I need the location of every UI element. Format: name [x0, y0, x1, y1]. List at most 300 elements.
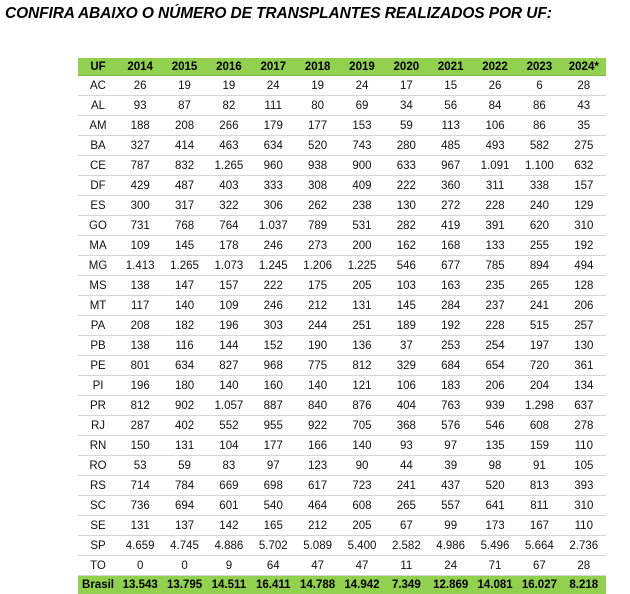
- total-value-cell: 14.511: [207, 576, 251, 594]
- uf-cell: RJ: [78, 416, 118, 436]
- value-cell: 179: [251, 116, 295, 136]
- value-cell: 287: [118, 416, 162, 436]
- value-cell: 98: [473, 456, 517, 476]
- value-cell: 39: [429, 456, 473, 476]
- value-cell: 736: [118, 496, 162, 516]
- value-cell: 147: [162, 276, 206, 296]
- value-cell: 520: [295, 136, 339, 156]
- uf-cell: AM: [78, 116, 118, 136]
- value-cell: 811: [517, 496, 561, 516]
- table-row: [78, 416, 606, 436]
- value-cell: 4.886: [207, 536, 251, 556]
- value-cell: 121: [340, 376, 384, 396]
- value-cell: 310: [562, 496, 606, 516]
- value-cell: 902: [162, 396, 206, 416]
- value-cell: 97: [429, 436, 473, 456]
- value-cell: 9: [207, 556, 251, 576]
- value-cell: 546: [384, 256, 428, 276]
- value-cell: 140: [295, 376, 339, 396]
- column-header-year: 2024*: [562, 58, 606, 76]
- total-value-cell: 14.081: [473, 576, 517, 594]
- value-cell: 322: [207, 196, 251, 216]
- value-cell: 333: [251, 176, 295, 196]
- table-body: [78, 76, 606, 576]
- column-header-year: 2022: [473, 58, 517, 76]
- value-cell: 419: [429, 216, 473, 236]
- value-cell: 222: [251, 276, 295, 296]
- uf-cell: TO: [78, 556, 118, 576]
- value-cell: 520: [473, 476, 517, 496]
- value-cell: 84: [473, 96, 517, 116]
- value-cell: 206: [562, 296, 606, 316]
- value-cell: 91: [517, 456, 561, 476]
- uf-cell: RO: [78, 456, 118, 476]
- value-cell: 165: [251, 516, 295, 536]
- uf-cell: SE: [78, 516, 118, 536]
- value-cell: 391: [473, 216, 517, 236]
- value-cell: 43: [562, 96, 606, 116]
- value-cell: 135: [473, 436, 517, 456]
- value-cell: 159: [517, 436, 561, 456]
- value-cell: 110: [562, 436, 606, 456]
- value-cell: 632: [562, 156, 606, 176]
- value-cell: 93: [384, 436, 428, 456]
- value-cell: 106: [384, 376, 428, 396]
- value-cell: 812: [118, 396, 162, 416]
- value-cell: 414: [162, 136, 206, 156]
- value-cell: 11: [384, 556, 428, 576]
- value-cell: 262: [295, 196, 339, 216]
- table-row: [78, 496, 606, 516]
- value-cell: 743: [340, 136, 384, 156]
- value-cell: 731: [118, 216, 162, 236]
- total-value-cell: 16.411: [251, 576, 295, 594]
- uf-cell: ES: [78, 196, 118, 216]
- column-header-year: 2020: [384, 58, 428, 76]
- value-cell: 157: [562, 176, 606, 196]
- value-cell: 200: [340, 236, 384, 256]
- value-cell: 86: [517, 96, 561, 116]
- value-cell: 205: [340, 276, 384, 296]
- value-cell: 540: [251, 496, 295, 516]
- value-cell: 310: [562, 216, 606, 236]
- value-cell: 167: [517, 516, 561, 536]
- value-cell: 812: [340, 356, 384, 376]
- uf-cell: PB: [78, 336, 118, 356]
- value-cell: 83: [207, 456, 251, 476]
- value-cell: 140: [340, 436, 384, 456]
- value-cell: 59: [384, 116, 428, 136]
- column-header-year: 2019: [340, 58, 384, 76]
- uf-cell: RS: [78, 476, 118, 496]
- value-cell: 64: [251, 556, 295, 576]
- value-cell: 142: [207, 516, 251, 536]
- value-cell: 152: [251, 336, 295, 356]
- value-cell: 698: [251, 476, 295, 496]
- value-cell: 190: [295, 336, 339, 356]
- value-cell: 246: [251, 236, 295, 256]
- value-cell: 5.702: [251, 536, 295, 556]
- table-row: [78, 96, 606, 116]
- value-cell: 1.225: [340, 256, 384, 276]
- total-value-cell: 16.027: [517, 576, 561, 594]
- value-cell: 189: [384, 316, 428, 336]
- value-cell: 188: [118, 116, 162, 136]
- value-cell: 582: [517, 136, 561, 156]
- value-cell: 1.265: [162, 256, 206, 276]
- value-cell: 69: [340, 96, 384, 116]
- value-cell: 641: [473, 496, 517, 516]
- value-cell: 763: [429, 396, 473, 416]
- value-cell: 1.057: [207, 396, 251, 416]
- value-cell: 47: [340, 556, 384, 576]
- value-cell: 813: [517, 476, 561, 496]
- value-cell: 714: [118, 476, 162, 496]
- value-cell: 5.400: [340, 536, 384, 556]
- value-cell: 110: [562, 516, 606, 536]
- value-cell: 178: [207, 236, 251, 256]
- total-value-cell: 13.543: [118, 576, 162, 594]
- value-cell: 206: [473, 376, 517, 396]
- value-cell: 900: [340, 156, 384, 176]
- uf-cell: CE: [78, 156, 118, 176]
- value-cell: 131: [340, 296, 384, 316]
- value-cell: 1.073: [207, 256, 251, 276]
- value-cell: 705: [340, 416, 384, 436]
- value-cell: 24: [340, 76, 384, 96]
- value-cell: 960: [251, 156, 295, 176]
- value-cell: 19: [295, 76, 339, 96]
- value-cell: 254: [473, 336, 517, 356]
- table-row: [78, 456, 606, 476]
- uf-cell: BA: [78, 136, 118, 156]
- value-cell: 28: [562, 556, 606, 576]
- value-cell: 463: [207, 136, 251, 156]
- value-cell: 785: [473, 256, 517, 276]
- value-cell: 111: [251, 96, 295, 116]
- uf-cell: PA: [78, 316, 118, 336]
- value-cell: 145: [384, 296, 428, 316]
- value-cell: 637: [562, 396, 606, 416]
- value-cell: 546: [473, 416, 517, 436]
- total-value-cell: 13.795: [162, 576, 206, 594]
- value-cell: 136: [340, 336, 384, 356]
- uf-cell: DF: [78, 176, 118, 196]
- value-cell: 24: [251, 76, 295, 96]
- value-cell: 677: [429, 256, 473, 276]
- value-cell: 669: [207, 476, 251, 496]
- value-cell: 140: [207, 376, 251, 396]
- table-row: [78, 196, 606, 216]
- table-row: [78, 376, 606, 396]
- value-cell: 4.745: [162, 536, 206, 556]
- value-cell: 235: [473, 276, 517, 296]
- total-label-cell: Brasil: [78, 576, 118, 594]
- value-cell: 19: [162, 76, 206, 96]
- value-cell: 801: [118, 356, 162, 376]
- uf-cell: PR: [78, 396, 118, 416]
- value-cell: 1.206: [295, 256, 339, 276]
- value-cell: 515: [517, 316, 561, 336]
- value-cell: 104: [207, 436, 251, 456]
- uf-cell: PE: [78, 356, 118, 376]
- value-cell: 134: [562, 376, 606, 396]
- value-cell: 531: [340, 216, 384, 236]
- value-cell: 832: [162, 156, 206, 176]
- value-cell: 300: [118, 196, 162, 216]
- uf-cell: GO: [78, 216, 118, 236]
- value-cell: 28: [562, 76, 606, 96]
- value-cell: 4.659: [118, 536, 162, 556]
- value-cell: 485: [429, 136, 473, 156]
- total-value-cell: 14.788: [295, 576, 339, 594]
- value-cell: 1.265: [207, 156, 251, 176]
- table-row: [78, 116, 606, 136]
- value-cell: 789: [295, 216, 339, 236]
- value-cell: 130: [562, 336, 606, 356]
- value-cell: 876: [340, 396, 384, 416]
- uf-cell: AL: [78, 96, 118, 116]
- value-cell: 241: [384, 476, 428, 496]
- value-cell: 196: [207, 316, 251, 336]
- value-cell: 103: [384, 276, 428, 296]
- value-cell: 5.089: [295, 536, 339, 556]
- value-cell: 130: [384, 196, 428, 216]
- value-cell: 241: [517, 296, 561, 316]
- value-cell: 329: [384, 356, 428, 376]
- value-cell: 138: [118, 276, 162, 296]
- value-cell: 1.298: [517, 396, 561, 416]
- value-cell: 922: [295, 416, 339, 436]
- table-row: [78, 156, 606, 176]
- value-cell: 105: [562, 456, 606, 476]
- value-cell: 87: [162, 96, 206, 116]
- uf-cell: RN: [78, 436, 118, 456]
- value-cell: 429: [118, 176, 162, 196]
- value-cell: 140: [162, 296, 206, 316]
- value-cell: 1.100: [517, 156, 561, 176]
- value-cell: 129: [562, 196, 606, 216]
- value-cell: 684: [429, 356, 473, 376]
- total-value-cell: 8.218: [562, 576, 606, 594]
- uf-cell: SC: [78, 496, 118, 516]
- value-cell: 265: [517, 276, 561, 296]
- value-cell: 212: [295, 516, 339, 536]
- value-cell: 168: [429, 236, 473, 256]
- value-cell: 160: [251, 376, 295, 396]
- table-row: [78, 316, 606, 336]
- value-cell: 192: [562, 236, 606, 256]
- value-cell: 887: [251, 396, 295, 416]
- value-cell: 257: [562, 316, 606, 336]
- value-cell: 173: [473, 516, 517, 536]
- value-cell: 361: [562, 356, 606, 376]
- value-cell: 552: [207, 416, 251, 436]
- value-cell: 967: [429, 156, 473, 176]
- value-cell: 47: [295, 556, 339, 576]
- table-row: [78, 296, 606, 316]
- value-cell: 266: [207, 116, 251, 136]
- transplants-table: [78, 58, 606, 594]
- uf-cell: SP: [78, 536, 118, 556]
- value-cell: 409: [340, 176, 384, 196]
- value-cell: 768: [162, 216, 206, 236]
- value-cell: 403: [207, 176, 251, 196]
- table-row: [78, 336, 606, 356]
- value-cell: 360: [429, 176, 473, 196]
- value-cell: 840: [295, 396, 339, 416]
- value-cell: 204: [517, 376, 561, 396]
- table-total-row: [78, 576, 606, 594]
- value-cell: 608: [340, 496, 384, 516]
- value-cell: 196: [118, 376, 162, 396]
- value-cell: 19: [207, 76, 251, 96]
- column-header-year: 2014: [118, 58, 162, 76]
- value-cell: 67: [384, 516, 428, 536]
- value-cell: 720: [517, 356, 561, 376]
- value-cell: 205: [340, 516, 384, 536]
- table-row: [78, 436, 606, 456]
- value-cell: 827: [207, 356, 251, 376]
- value-cell: 128: [562, 276, 606, 296]
- total-value-cell: 7.349: [384, 576, 428, 594]
- value-cell: 4.986: [429, 536, 473, 556]
- column-header-year: 2018: [295, 58, 339, 76]
- value-cell: 0: [118, 556, 162, 576]
- value-cell: 177: [295, 116, 339, 136]
- column-header-year: 2016: [207, 58, 251, 76]
- column-header-uf: UF: [78, 58, 118, 76]
- value-cell: 608: [517, 416, 561, 436]
- value-cell: 393: [562, 476, 606, 496]
- table-row: [78, 556, 606, 576]
- value-cell: 306: [251, 196, 295, 216]
- value-cell: 402: [162, 416, 206, 436]
- table-row: [78, 516, 606, 536]
- value-cell: 282: [384, 216, 428, 236]
- column-header-year: 2017: [251, 58, 295, 76]
- value-cell: 634: [162, 356, 206, 376]
- value-cell: 138: [118, 336, 162, 356]
- uf-cell: MA: [78, 236, 118, 256]
- uf-cell: PI: [78, 376, 118, 396]
- value-cell: 246: [251, 296, 295, 316]
- value-cell: 86: [517, 116, 561, 136]
- value-cell: 222: [384, 176, 428, 196]
- value-cell: 17: [384, 76, 428, 96]
- value-cell: 633: [384, 156, 428, 176]
- value-cell: 338: [517, 176, 561, 196]
- value-cell: 939: [473, 396, 517, 416]
- value-cell: 311: [473, 176, 517, 196]
- value-cell: 278: [562, 416, 606, 436]
- value-cell: 775: [295, 356, 339, 376]
- value-cell: 2.736: [562, 536, 606, 556]
- value-cell: 80: [295, 96, 339, 116]
- value-cell: 617: [295, 476, 339, 496]
- value-cell: 255: [517, 236, 561, 256]
- table-row: [78, 536, 606, 556]
- page-heading: CONFIRA ABAIXO O NÚMERO DE TRANSPLANTES REALIZADOS POR UF:: [5, 5, 627, 23]
- value-cell: 723: [340, 476, 384, 496]
- total-value-cell: 12.869: [429, 576, 473, 594]
- table-row: [78, 76, 606, 96]
- value-cell: 784: [162, 476, 206, 496]
- value-cell: 117: [118, 296, 162, 316]
- value-cell: 1.245: [251, 256, 295, 276]
- value-cell: 493: [473, 136, 517, 156]
- value-cell: 265: [384, 496, 428, 516]
- value-cell: 238: [340, 196, 384, 216]
- value-cell: 59: [162, 456, 206, 476]
- value-cell: 464: [295, 496, 339, 516]
- value-cell: 82: [207, 96, 251, 116]
- uf-cell: MG: [78, 256, 118, 276]
- value-cell: 955: [251, 416, 295, 436]
- value-cell: 109: [118, 236, 162, 256]
- value-cell: 163: [429, 276, 473, 296]
- value-cell: 0: [162, 556, 206, 576]
- value-cell: 53: [118, 456, 162, 476]
- value-cell: 166: [295, 436, 339, 456]
- value-cell: 620: [517, 216, 561, 236]
- value-cell: 228: [473, 196, 517, 216]
- value-cell: 133: [473, 236, 517, 256]
- value-cell: 26: [473, 76, 517, 96]
- value-cell: 1.091: [473, 156, 517, 176]
- uf-cell: MS: [78, 276, 118, 296]
- value-cell: 487: [162, 176, 206, 196]
- value-cell: 131: [162, 436, 206, 456]
- table-row: [78, 176, 606, 196]
- value-cell: 197: [517, 336, 561, 356]
- value-cell: 273: [295, 236, 339, 256]
- value-cell: 99: [429, 516, 473, 536]
- value-cell: 557: [429, 496, 473, 516]
- value-cell: 404: [384, 396, 428, 416]
- value-cell: 2.582: [384, 536, 428, 556]
- value-cell: 303: [251, 316, 295, 336]
- value-cell: 116: [162, 336, 206, 356]
- value-cell: 208: [118, 316, 162, 336]
- value-cell: 1.037: [251, 216, 295, 236]
- value-cell: 284: [429, 296, 473, 316]
- value-cell: 192: [429, 316, 473, 336]
- value-cell: 157: [207, 276, 251, 296]
- value-cell: 26: [118, 76, 162, 96]
- value-cell: 93: [118, 96, 162, 116]
- column-header-year: 2015: [162, 58, 206, 76]
- value-cell: 182: [162, 316, 206, 336]
- value-cell: 24: [429, 556, 473, 576]
- value-cell: 240: [517, 196, 561, 216]
- value-cell: 67: [517, 556, 561, 576]
- value-cell: 44: [384, 456, 428, 476]
- value-cell: 327: [118, 136, 162, 156]
- value-cell: 494: [562, 256, 606, 276]
- value-cell: 938: [295, 156, 339, 176]
- value-cell: 251: [340, 316, 384, 336]
- total-value-cell: 14.942: [340, 576, 384, 594]
- value-cell: 228: [473, 316, 517, 336]
- column-header-year: 2023: [517, 58, 561, 76]
- value-cell: 131: [118, 516, 162, 536]
- value-cell: 244: [295, 316, 339, 336]
- value-cell: 694: [162, 496, 206, 516]
- table-row: [78, 216, 606, 236]
- value-cell: 894: [517, 256, 561, 276]
- value-cell: 90: [340, 456, 384, 476]
